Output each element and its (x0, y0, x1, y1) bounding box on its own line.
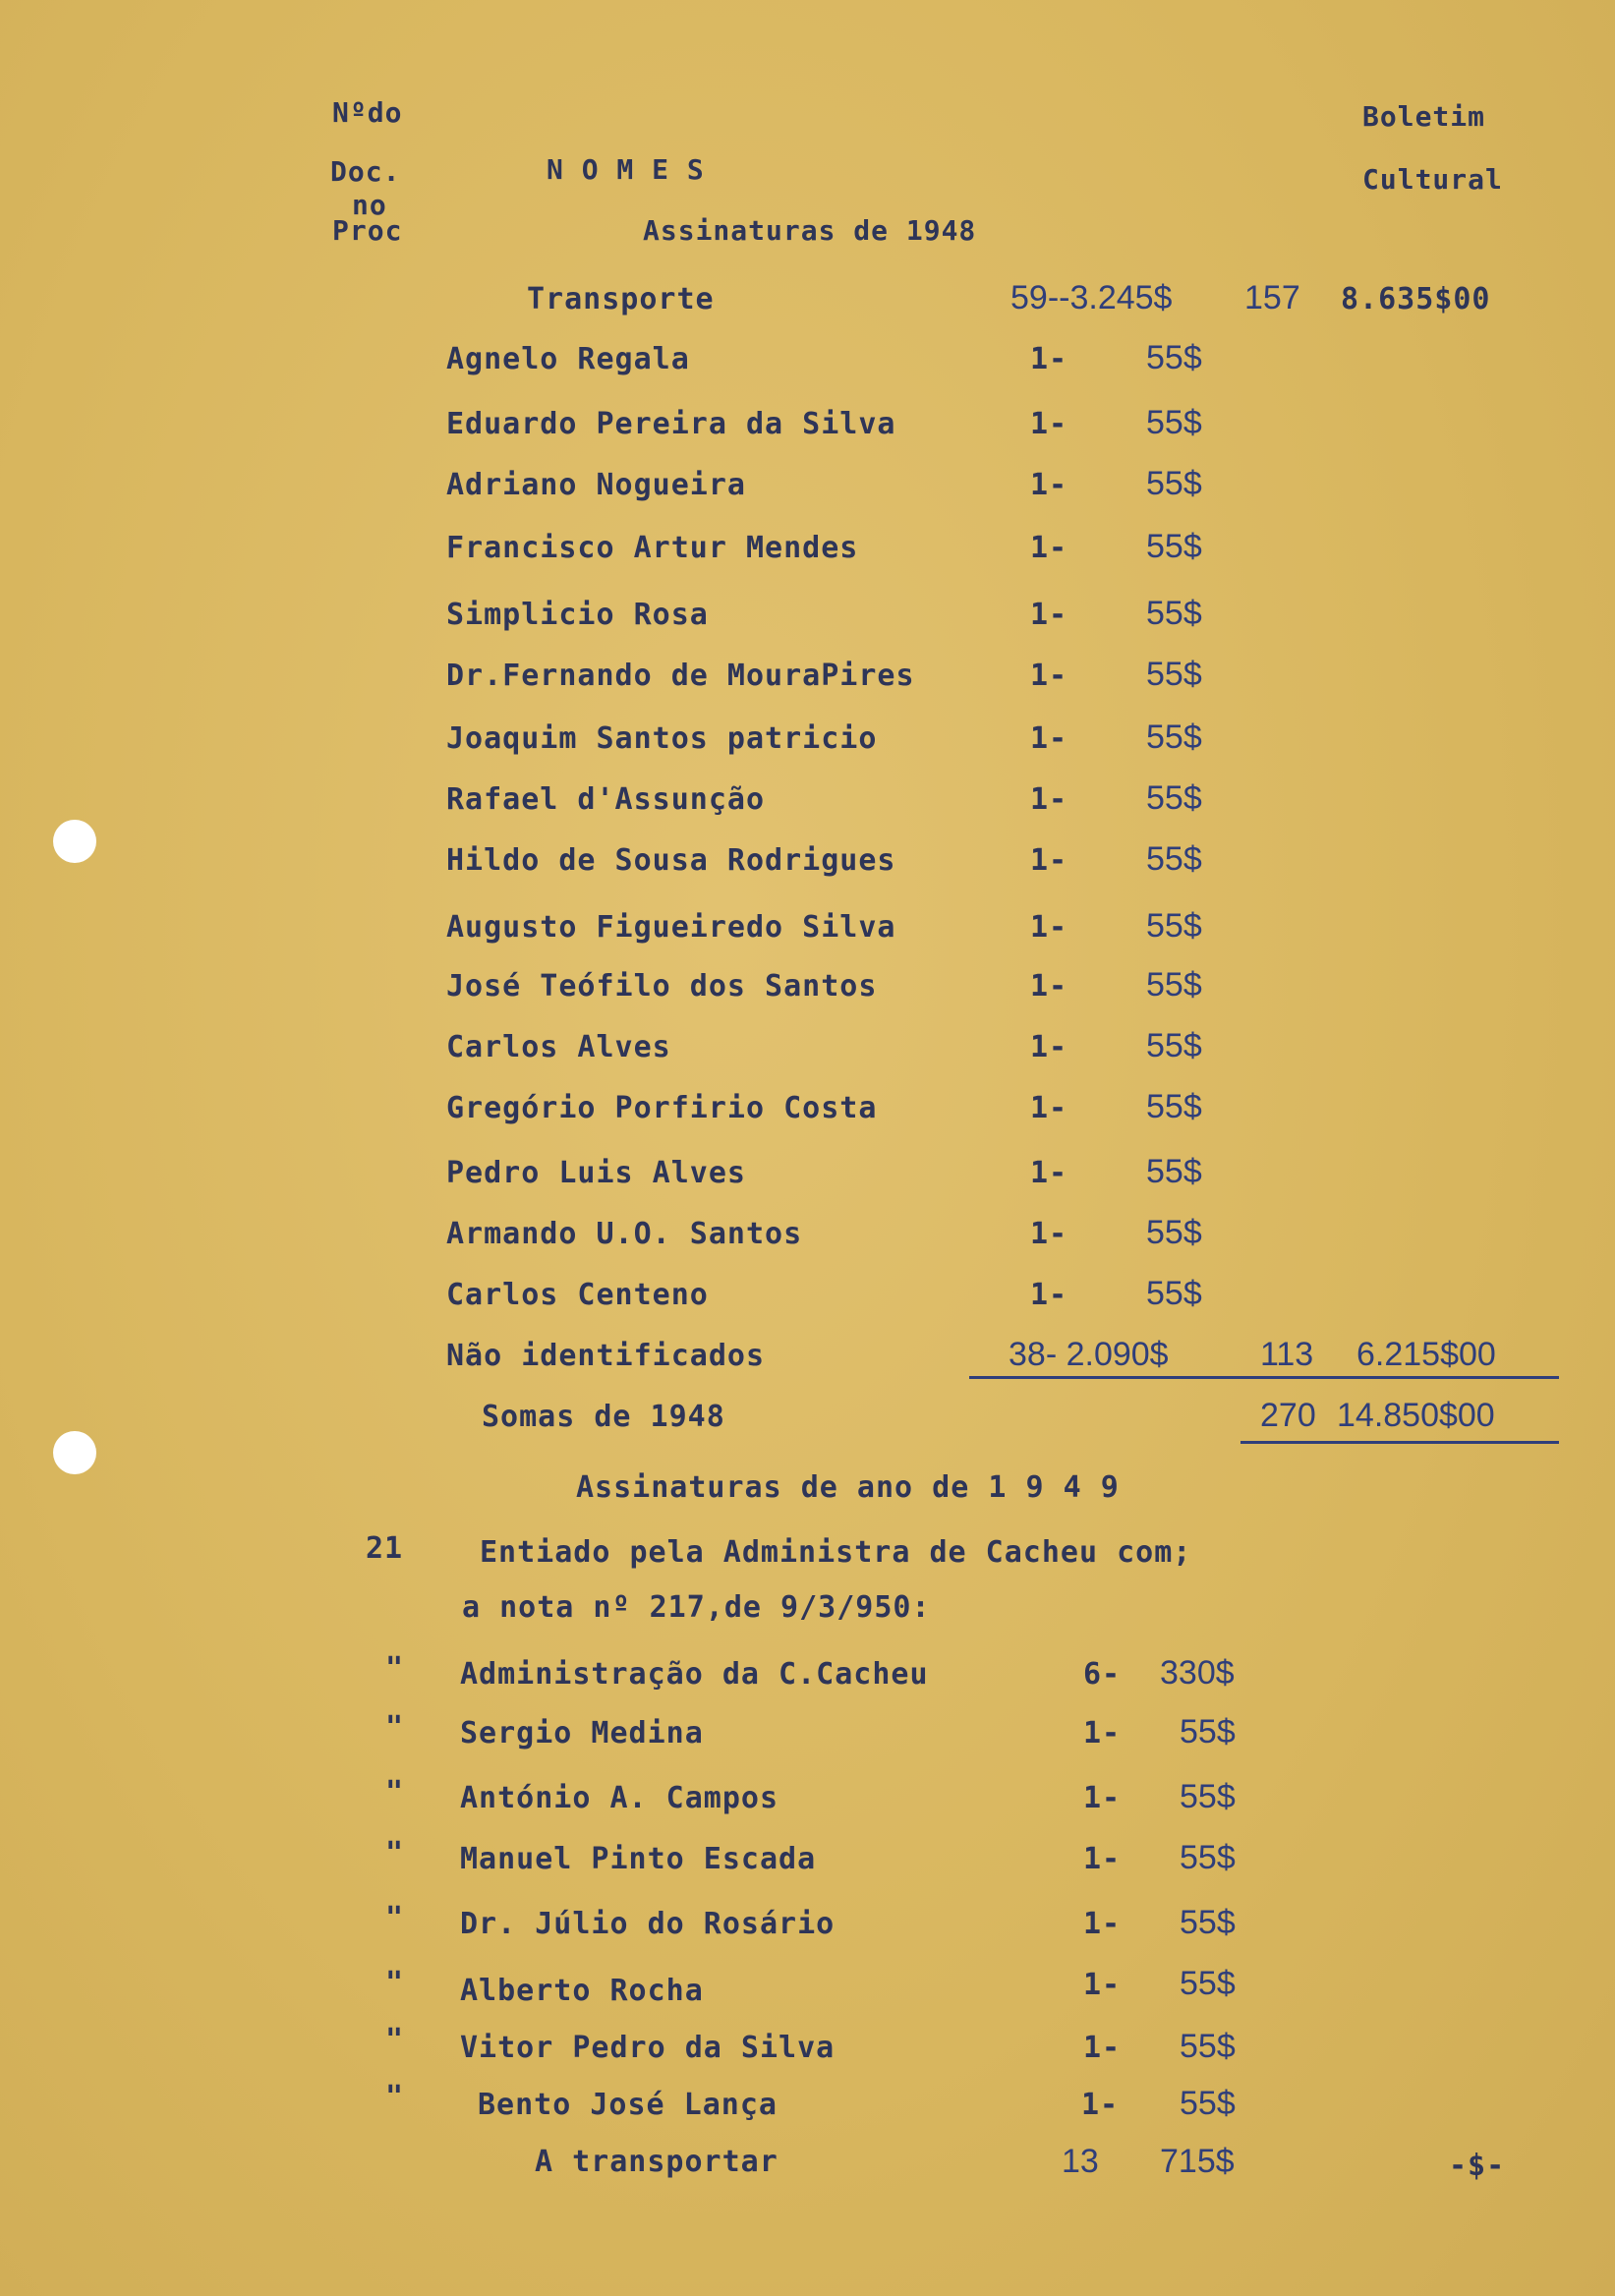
sums-1948-count: 270 (1260, 1397, 1316, 1434)
subscriber-name: Carlos Alves (446, 1030, 671, 1064)
subscriber-name: Pedro Luis Alves (446, 1156, 746, 1190)
subscriber-name: Gregório Porfirio Costa (446, 1091, 878, 1125)
subscriber-name: Eduardo Pereira da Silva (446, 407, 896, 441)
subscriber-amount: 55$ (1180, 1713, 1236, 1751)
subscriber-qty: 1- (1030, 1091, 1068, 1125)
subscriber-qty: 1- (1083, 2031, 1122, 2065)
subscriber-qty: 1- (1030, 407, 1068, 441)
carry-forward-amount: 715$ (1160, 2143, 1235, 2180)
subscriber-amount: 55$ (1180, 1904, 1236, 1941)
subscriber-amount: 55$ (1146, 1275, 1202, 1312)
ditto-mark: " (385, 1651, 405, 1686)
subtotal-rule (969, 1376, 1559, 1379)
names-heading: N O M E S (547, 153, 705, 186)
ditto-mark: " (385, 2080, 405, 2114)
transport-total-count: 157 (1244, 279, 1300, 316)
subscriber-qty: 1- (1030, 782, 1068, 817)
unidentified-total-count: 113 (1260, 1336, 1314, 1373)
carry-forward-qty: 13 (1062, 2143, 1099, 2180)
subscriber-amount: 55$ (1146, 966, 1202, 1004)
subscriber-amount: 55$ (1180, 1778, 1236, 1815)
subscriber-name: Administração da C.Cacheu (460, 1657, 929, 1692)
subscriber-name: Bento José Lança (478, 2088, 778, 2122)
subscriber-name: Augusto Figueiredo Silva (446, 910, 896, 945)
subscriber-amount: 55$ (1146, 528, 1202, 565)
ditto-mark: " (385, 1836, 405, 1870)
subscriber-amount: 55$ (1146, 718, 1202, 756)
entry-doc-number: 21 (366, 1531, 404, 1566)
ditto-mark: " (385, 1710, 405, 1745)
subscriber-name: Francisco Artur Mendes (446, 531, 859, 565)
entry-description-line1: Entiado pela Administra de Cacheu com; (480, 1535, 1192, 1570)
subscriber-amount: 55$ (1180, 2085, 1236, 2122)
subscriber-amount: 55$ (1146, 1153, 1202, 1190)
subscriber-amount: 330$ (1160, 1654, 1235, 1692)
subscriber-amount: 55$ (1146, 465, 1202, 502)
subscriber-amount: 55$ (1146, 1088, 1202, 1125)
subscriber-qty: 1- (1030, 598, 1068, 632)
transport-qty-amount: 59--3.245$ (1010, 279, 1173, 316)
subscriber-name: José Teófilo dos Santos (446, 969, 878, 1004)
subscriber-qty: 1- (1083, 1842, 1122, 1876)
subscriber-amount: 55$ (1146, 840, 1202, 878)
ditto-mark: " (385, 1966, 405, 2000)
header-doc-no-line2: Doc. (330, 155, 401, 188)
ditto-mark: " (385, 2023, 405, 2057)
subscriber-name: Joaquim Santos patricio (446, 721, 878, 756)
subscriber-qty: 1- (1030, 721, 1068, 756)
subscriber-qty: 1- (1030, 969, 1068, 1004)
carry-forward-label: A transportar (535, 2145, 779, 2179)
subscriber-qty: 1- (1083, 1968, 1122, 2002)
page-mark: -$- (1449, 2149, 1506, 2183)
subscriber-name: Dr. Júlio do Rosário (460, 1907, 836, 1941)
subscriber-amount: 55$ (1180, 1965, 1236, 2002)
unidentified-total-amount: 6.215$00 (1356, 1336, 1496, 1373)
subscriber-qty: 1- (1083, 1716, 1122, 1751)
total-rule (1240, 1441, 1559, 1444)
transport-total-amount: 8.635$00 (1341, 282, 1491, 316)
subscriber-amount: 55$ (1146, 339, 1202, 376)
subscriber-qty: 1- (1030, 1278, 1068, 1312)
header-doc-no-line4: Proc (332, 214, 403, 247)
subscriber-qty: 1- (1030, 531, 1068, 565)
unidentified-qty-amount: 38- 2.090$ (1009, 1336, 1169, 1373)
subscriber-name: Adriano Nogueira (446, 468, 746, 502)
section-heading-1949: Assinaturas de ano de 1 9 4 9 (576, 1470, 1120, 1505)
subscriber-name: Agnelo Regala (446, 342, 690, 376)
ditto-mark: " (385, 1775, 405, 1809)
transport-label: Transporte (527, 282, 715, 316)
ditto-mark: " (385, 1901, 405, 1935)
subscriber-qty: 1- (1030, 1030, 1068, 1064)
subscriber-qty: 6- (1083, 1657, 1122, 1692)
header-cultural: Cultural (1362, 163, 1503, 196)
subscriber-amount: 55$ (1180, 1839, 1236, 1876)
header-doc-no-line3: no (352, 189, 387, 221)
header-doc-no-line1: Nºdo (332, 96, 403, 129)
subscriber-qty: 1- (1030, 342, 1068, 376)
section-heading-1948: Assinaturas de 1948 (643, 214, 977, 247)
sums-1948-amount: 14.850$00 (1337, 1397, 1495, 1434)
subscriber-qty: 1- (1030, 910, 1068, 945)
subscriber-name: Hildo de Sousa Rodrigues (446, 843, 896, 878)
subscriber-name: Simplicio Rosa (446, 598, 709, 632)
subscriber-name: Vitor Pedro da Silva (460, 2031, 836, 2065)
subscriber-qty: 1- (1030, 843, 1068, 878)
subscriber-amount: 55$ (1146, 656, 1202, 693)
subscriber-qty: 1- (1030, 468, 1068, 502)
subscriber-amount: 55$ (1146, 1027, 1202, 1064)
subscriber-name: António A. Campos (460, 1781, 779, 1815)
unidentified-label: Não identificados (446, 1339, 766, 1373)
subscriber-qty: 1- (1083, 1781, 1122, 1815)
subscriber-name: Carlos Centeno (446, 1278, 709, 1312)
subscriber-qty: 1- (1083, 1907, 1122, 1941)
subscriber-name: Rafael d'Assunção (446, 782, 766, 817)
subscriber-amount: 55$ (1146, 595, 1202, 632)
subscriber-amount: 55$ (1146, 404, 1202, 441)
subscriber-amount: 55$ (1146, 1214, 1202, 1251)
subscriber-name: Armando U.O. Santos (446, 1217, 803, 1251)
entry-description-line2: a nota nº 217,de 9/3/950: (462, 1590, 931, 1625)
subscriber-name: Sergio Medina (460, 1716, 704, 1751)
subscriber-amount: 55$ (1146, 779, 1202, 817)
subscriber-qty: 1- (1030, 659, 1068, 693)
subscriber-name: Dr.Fernando de MouraPires (446, 659, 915, 693)
punch-hole-top (53, 820, 96, 863)
subscriber-qty: 1- (1030, 1217, 1068, 1251)
subscriber-qty: 1- (1081, 2088, 1120, 2122)
sums-1948-label: Somas de 1948 (482, 1400, 725, 1434)
subscriber-amount: 55$ (1146, 907, 1202, 945)
punch-hole-bottom (53, 1431, 96, 1474)
subscriber-qty: 1- (1030, 1156, 1068, 1190)
subscriber-name: Alberto Rocha (460, 1974, 704, 2008)
header-boletim: Boletim (1362, 100, 1486, 133)
subscriber-name: Manuel Pinto Escada (460, 1842, 817, 1876)
subscriber-amount: 55$ (1180, 2028, 1236, 2065)
